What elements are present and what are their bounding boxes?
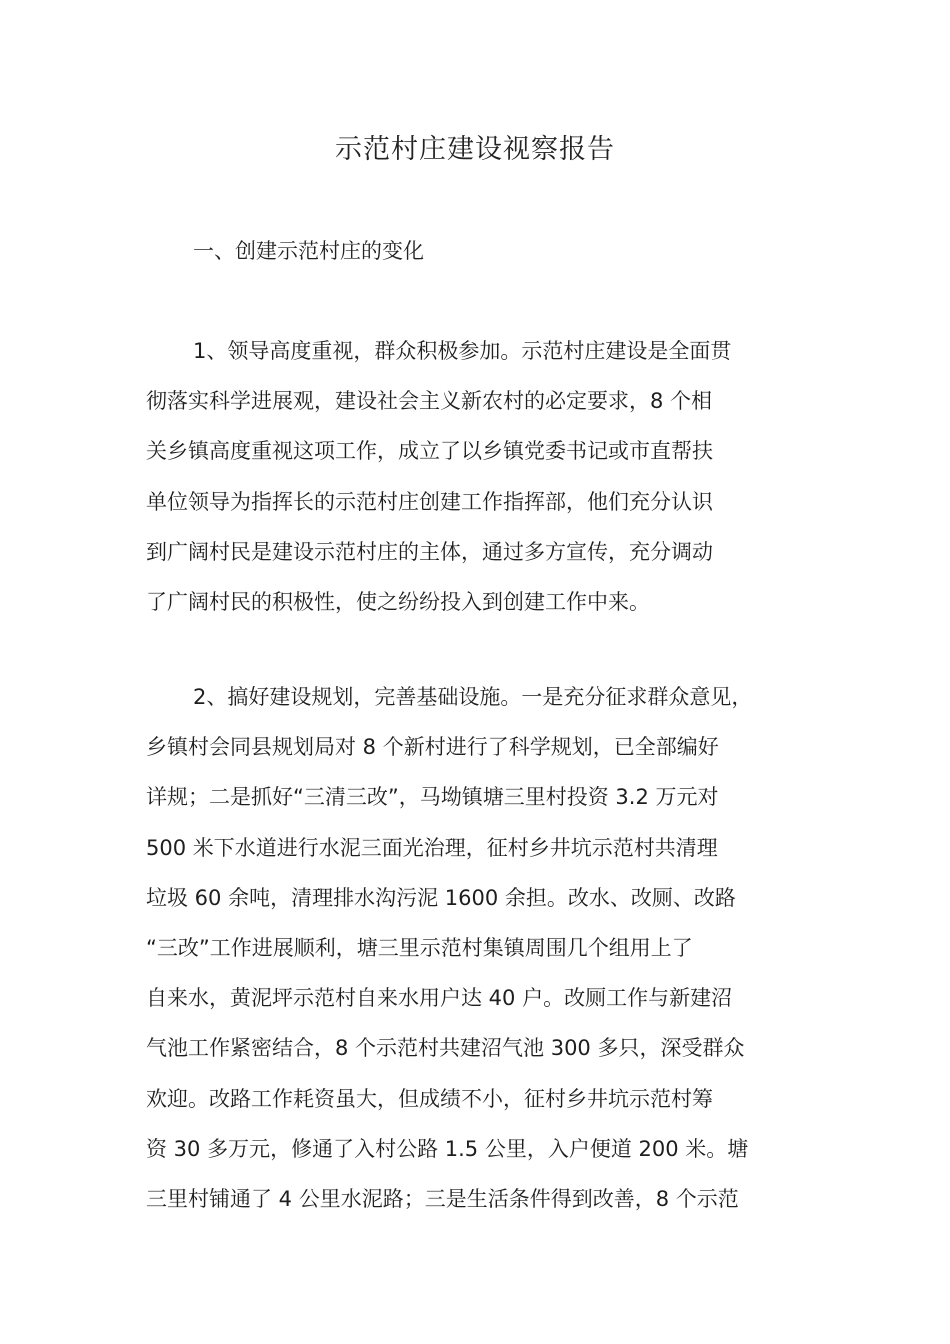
paragraph-line: “三改”工作进展顺利，塘三里示范村集镇周围几个组用上了	[146, 935, 693, 960]
paragraph-line: 三里村铺通了 4 公里水泥路；三是生活条件得到改善，8 个示范	[146, 1186, 739, 1211]
section-heading: 一、创建示范村庄的变化	[193, 239, 424, 263]
paragraph-line: 到广阔村民是建设示范村庄的主体，通过多方宣传，充分调动	[146, 539, 713, 564]
paragraph-line: 1、领导高度重视，群众积极参加。示范村庄建设是全面贯	[193, 339, 732, 363]
paragraph-line: 单位领导为指挥长的示范村庄创建工作指挥部，他们充分认识	[146, 489, 713, 514]
paragraph-line: 关乡镇高度重视这项工作，成立了以乡镇党委书记或市直帮扶	[146, 439, 713, 464]
paragraph-line: 欢迎。改路工作耗资虽大，但成绩不小，征村乡井坑示范村筹	[146, 1086, 713, 1111]
paragraph-line: 详规；二是抓好“三清三改”，马坳镇塘三里村投资 3.2 万元对	[146, 785, 719, 810]
paragraph-line: 气池工作紧密结合，8 个示范村共建沼气池 300 多只，深受群众	[146, 1036, 745, 1061]
paragraph-1	[146, 326, 826, 627]
paragraph-line: 2、搞好建设规划，完善基础设施。一是充分征求群众意见，	[193, 685, 753, 709]
paragraph-line: 资 30 多万元，修通了入村公路 1.5 公里，入户便道 200 米。塘	[146, 1136, 749, 1161]
paragraph-line: 乡镇村会同县规划局对 8 个新村进行了科学规划，已全部编好	[146, 735, 719, 760]
paragraph-2	[146, 672, 826, 1224]
paragraph-line: 垃圾 60 余吨，清理排水沟污泥 1600 余担。改水、改厕、改路	[146, 885, 736, 910]
paragraph-line: 彻落实科学进展观，建设社会主义新农村的必定要求，8 个相	[146, 389, 713, 414]
paragraph-line: 了广阔村民的积极性，使之纷纷投入到创建工作中来。	[146, 589, 650, 614]
paragraph-line: 自来水，黄泥坪示范村自来水用户达 40 户。改厕工作与新建沼	[146, 986, 733, 1011]
document-title: 示范村庄建设视察报告	[335, 134, 615, 165]
paragraph-line: 500 米下水道进行水泥三面光治理，征村乡井坑示范村共清理	[146, 835, 718, 860]
